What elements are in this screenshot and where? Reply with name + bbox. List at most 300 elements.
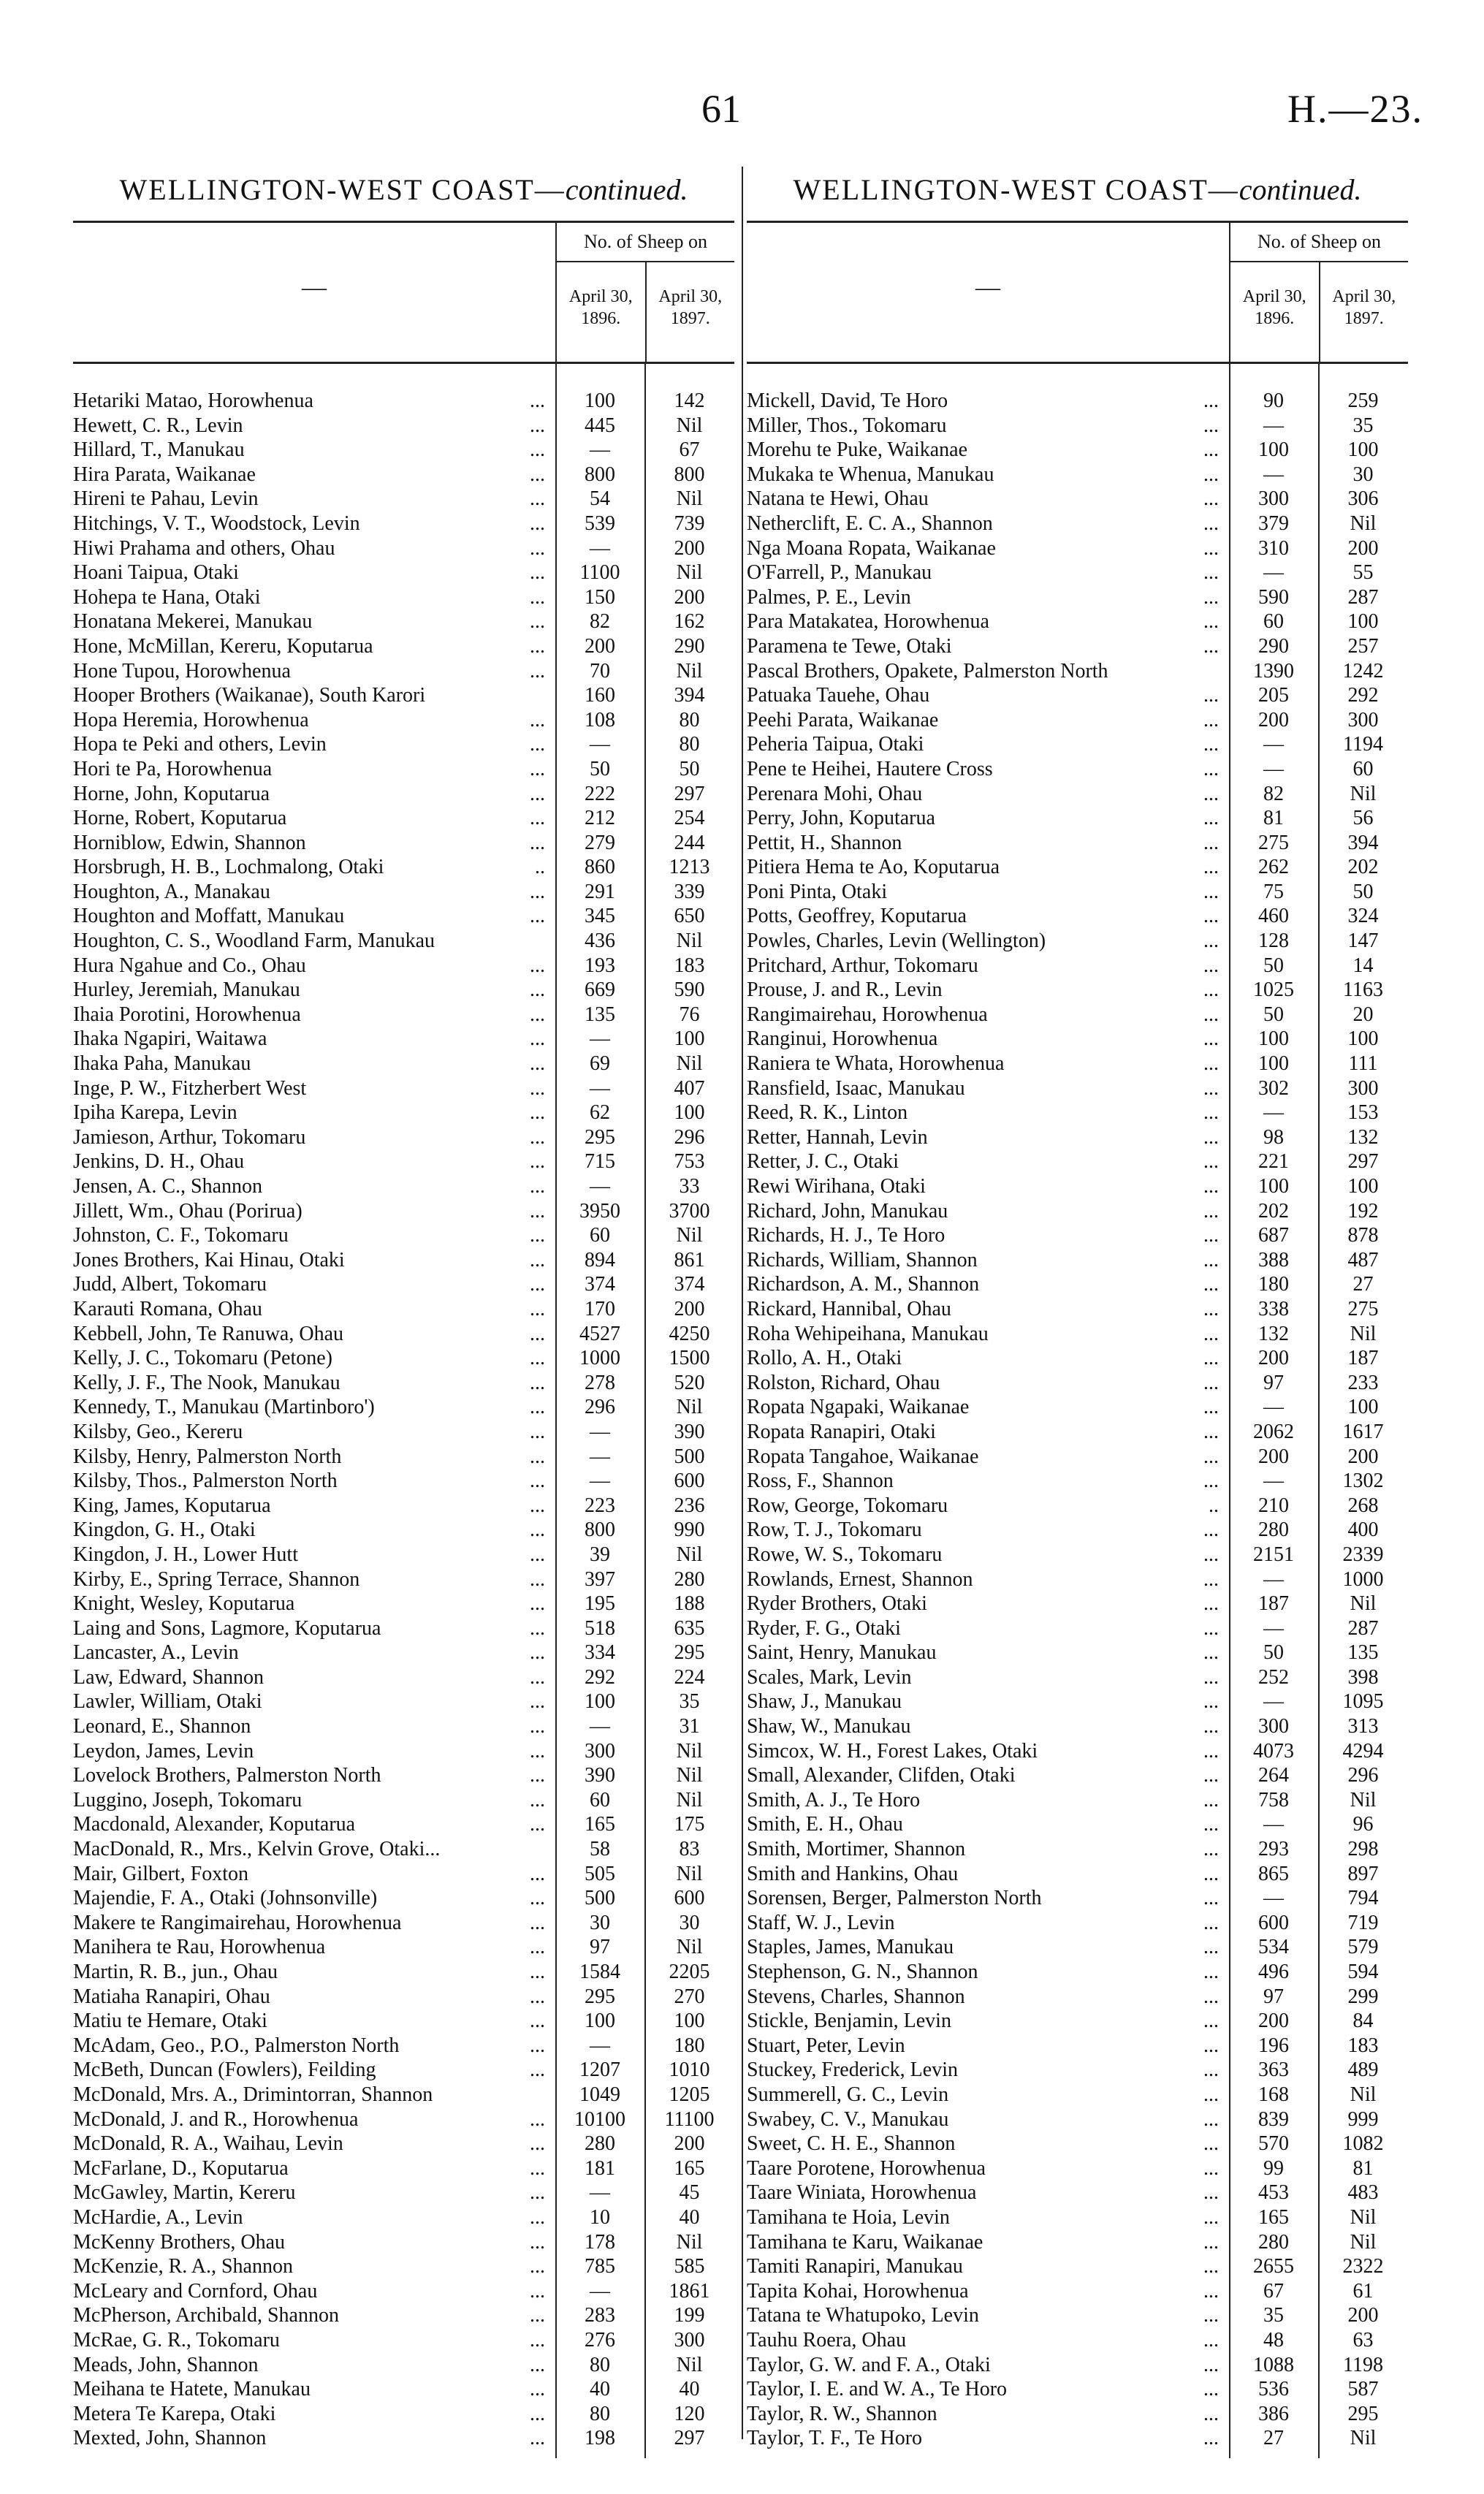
- sheep-1896: 168: [1258, 2083, 1289, 2106]
- leader-dots: ...: [1203, 2132, 1219, 2156]
- leader-dots: ...: [1203, 2230, 1219, 2254]
- leader-dots: ...: [530, 2010, 545, 2033]
- owner-name: Mexted, John, Shannon: [73, 2427, 270, 2449]
- owner-name: Stickle, Benjamin, Levin: [747, 2010, 956, 2032]
- owner-name: Karauti Romana, Ohau: [73, 1298, 267, 1320]
- table-row: [747, 1935, 1408, 1960]
- owner-name: Lovelock Brothers, Palmerston North: [73, 1764, 385, 1787]
- sheep-1897: 200: [1347, 1445, 1379, 1468]
- owner-name: McBeth, Duncan (Fowlers), Feilding: [73, 2058, 381, 2081]
- table-row: [747, 512, 1408, 536]
- sheep-1896: 295: [585, 1125, 615, 1149]
- leader-dots: ...: [1203, 1592, 1219, 1616]
- sheep-1897: 162: [674, 610, 705, 634]
- sheep-1896: 290: [1258, 634, 1289, 658]
- table-row: [73, 463, 734, 487]
- leader-dots: ...: [1203, 708, 1219, 731]
- sheep-1897: 297: [1347, 1150, 1379, 1174]
- leader-dots: ...: [530, 1150, 545, 1174]
- sheep-1897: Nil: [676, 1936, 703, 1959]
- table-row: [747, 414, 1408, 438]
- sheep-1897: 40: [679, 2378, 700, 2401]
- owner-name: MacDonald, R., Mrs., Kelvin Grove, Otaki...: [73, 1838, 444, 1860]
- leader-dots: ...: [530, 2181, 545, 2205]
- sheep-1897: Nil: [1350, 2205, 1377, 2229]
- sheep-1896: —: [590, 1715, 610, 1738]
- sheep-1897: 297: [674, 2427, 705, 2450]
- sheep-1896: 1390: [1253, 659, 1294, 683]
- sheep-1896: 496: [1258, 1961, 1289, 1983]
- owner-name: Mukaka te Whenua, Manukau: [747, 463, 999, 486]
- sheep-1897: 200: [1347, 536, 1379, 560]
- owner-name: Simcox, W. H., Forest Lakes, Otaki: [747, 1740, 1042, 1763]
- sheep-1896: 39: [590, 1543, 610, 1566]
- leader-dots: ...: [1203, 856, 1219, 879]
- sheep-1897: Nil: [676, 1788, 703, 1811]
- owner-name: McFarlane, D., Koputarua: [73, 2157, 293, 2180]
- leader-dots: ...: [530, 1396, 545, 1419]
- sheep-1896: 800: [585, 1518, 615, 1542]
- table-row: [747, 954, 1408, 978]
- sheep-1897: 483: [1347, 2181, 1379, 2205]
- right-table-header: [747, 221, 1408, 364]
- sheep-1896: 170: [585, 1297, 615, 1320]
- table-row: [73, 732, 734, 757]
- owner-name: Paramena te Tewe, Otaki: [747, 635, 956, 658]
- sheep-1897: 878: [1347, 1224, 1379, 1247]
- table-row: [73, 1616, 734, 1641]
- sheep-1897: 200: [674, 585, 705, 609]
- owner-name: Meihana te Hatete, Manukau: [73, 2378, 315, 2400]
- sheep-1896: —: [590, 733, 610, 756]
- table-row: [73, 1837, 734, 1862]
- leader-dots: ...: [1203, 1273, 1219, 1296]
- sheep-1896: 200: [1258, 2010, 1289, 2033]
- sheep-1897: 60: [1352, 757, 1374, 780]
- sheep-1897: 579: [1347, 1936, 1379, 1959]
- table-row: [73, 536, 734, 561]
- table-row: [747, 438, 1408, 463]
- owner-name: Hireni te Pahau, Levin: [73, 487, 262, 510]
- sheep-1896: 363: [1258, 2058, 1289, 2082]
- owner-name: Raniera te Whata, Horowhenua: [747, 1052, 1008, 1075]
- sheep-1897: 175: [674, 1813, 705, 1836]
- sheep-1897: 27: [1352, 1273, 1374, 1296]
- leader-dots: ...: [530, 2230, 545, 2254]
- left-table-header: [73, 221, 734, 364]
- sheep-1897: Nil: [676, 1862, 703, 1885]
- table-row: [73, 414, 734, 438]
- sheep-1896: 334: [585, 1641, 615, 1665]
- table-row: [747, 389, 1408, 414]
- owner-name: Ranginui, Horowhenua: [747, 1027, 942, 1050]
- sheep-1896: 390: [585, 1764, 615, 1787]
- owner-name: Matiaha Ranapiri, Ohau: [73, 1985, 275, 2008]
- sheep-1897: Nil: [676, 561, 703, 585]
- sheep-1896: 338: [1258, 1297, 1289, 1320]
- sheep-1896: 100: [1258, 1027, 1289, 1051]
- owner-name: Ihaka Paha, Manukau: [73, 1052, 255, 1075]
- leader-dots: ...: [530, 782, 545, 805]
- table-row: [73, 757, 734, 782]
- leader-dots: ...: [1203, 2328, 1219, 2352]
- sheep-1896: 1025: [1253, 978, 1294, 1002]
- sheep-1896: 35: [1263, 2304, 1284, 2327]
- owner-name: Tamiti Ranapiri, Manukau: [747, 2255, 967, 2278]
- leader-dots: ...: [1203, 512, 1219, 535]
- sheep-1896: —: [590, 2279, 610, 2303]
- owner-name: Ihaia Porotini, Horowhenua: [73, 1003, 305, 1026]
- table-row: [747, 536, 1408, 561]
- leader-dots: ...: [530, 2132, 545, 2156]
- sheep-1896: —: [590, 1175, 610, 1198]
- sheep-1896: 291: [585, 880, 615, 903]
- sheep-1897: 306: [1347, 487, 1379, 511]
- sheep-1897: 183: [1347, 2034, 1379, 2057]
- sheep-1896: 436: [585, 929, 615, 953]
- owner-name: Meads, John, Shannon: [73, 2354, 263, 2376]
- table-row: [73, 2107, 734, 2132]
- sheep-1897: 297: [674, 782, 705, 805]
- table-row: [73, 2303, 734, 2328]
- owner-name: Johnston, C. F., Tokomaru: [73, 1224, 293, 1247]
- sheep-1896: 295: [585, 1985, 615, 2008]
- owner-name: Honatana Mekerei, Manukau: [73, 610, 316, 633]
- sheep-1896: 198: [585, 2427, 615, 2450]
- table-row: [73, 831, 734, 856]
- sheep-1897: 298: [1347, 1838, 1379, 1861]
- sheep-1896: 518: [585, 1616, 615, 1640]
- leader-dots: ...: [530, 2034, 545, 2057]
- table-row: [747, 1714, 1408, 1739]
- leader-dots: ...: [1203, 1813, 1219, 1836]
- sheep-1896: 539: [585, 512, 615, 535]
- sheep-1896: 292: [585, 1665, 615, 1689]
- table-row: [73, 1445, 734, 1470]
- leader-dots: ...: [530, 2107, 545, 2131]
- sheep-1897: 3700: [669, 1199, 710, 1223]
- leader-dots: ...: [1203, 1739, 1219, 1763]
- leader-dots: ...: [1203, 1248, 1219, 1271]
- owner-name: Hurley, Jeremiah, Manukau: [73, 978, 305, 1001]
- sheep-1897: 100: [1347, 1027, 1379, 1051]
- owner-name: Rangimairehau, Horowhenua: [747, 1003, 992, 1026]
- sheep-1897: 1205: [669, 2083, 710, 2106]
- sheep-1897: 50: [1352, 880, 1374, 903]
- owner-name: Jones Brothers, Kai Hinau, Otaki: [73, 1249, 349, 1271]
- table-row: [747, 609, 1408, 634]
- table-row: [747, 2034, 1408, 2058]
- leader-dots: ...: [1203, 1003, 1219, 1026]
- leader-dots: ...: [1203, 2010, 1219, 2033]
- table-row: [73, 634, 734, 659]
- sheep-1897: 1082: [1342, 2132, 1384, 2156]
- leader-dots: ...: [530, 905, 545, 928]
- table-row: [73, 2034, 734, 2058]
- table-row: [747, 1641, 1408, 1665]
- sheep-1896: 293: [1258, 1838, 1289, 1861]
- leader-dots: ...: [1203, 1985, 1219, 2008]
- sheep-1896: 600: [1258, 1911, 1289, 1934]
- table-row: [73, 1149, 734, 1174]
- table-row: [747, 2132, 1408, 2156]
- leader-dots: ...: [530, 1788, 545, 1811]
- sheep-1897: 259: [1347, 389, 1379, 412]
- table-row: [73, 1395, 734, 1420]
- owner-name: Staples, James, Manukau: [747, 1936, 958, 1958]
- leader-dots: ...: [1203, 1543, 1219, 1566]
- owner-name: Smith, Mortimer, Shannon: [747, 1838, 970, 1860]
- sheep-1897: 33: [679, 1175, 700, 1198]
- table-row: [73, 1812, 734, 1837]
- table-row: [747, 1763, 1408, 1788]
- leader-dots: ...: [1203, 1396, 1219, 1419]
- sheep-1897: 200: [674, 1297, 705, 1320]
- owner-name: Ross, F., Shannon: [747, 1470, 898, 1492]
- sheep-1897: 1095: [1342, 1690, 1384, 1714]
- table-row: [747, 1420, 1408, 1445]
- owner-name: Ropata Ranapiri, Otaki: [747, 1421, 940, 1443]
- table-row: [747, 634, 1408, 659]
- leader-dots: ...: [530, 487, 545, 511]
- sheep-1896: 894: [585, 1248, 615, 1271]
- sheep-1897: 135: [1347, 1641, 1379, 1665]
- table-row: [747, 831, 1408, 856]
- sheep-1897: 254: [674, 807, 705, 830]
- sheep-1896: 54: [590, 487, 610, 511]
- table-row: [747, 1886, 1408, 1911]
- owner-name: Hewett, C. R., Levin: [73, 414, 248, 437]
- sheep-1896: 453: [1258, 2181, 1289, 2205]
- table-row: [73, 2377, 734, 2402]
- table-row: [747, 1592, 1408, 1616]
- sheep-1896: 100: [1258, 1052, 1289, 1076]
- owner-name: Jamieson, Arthur, Tokomaru: [73, 1126, 310, 1149]
- sheep-1896: 60: [590, 1224, 610, 1247]
- table-row: [73, 708, 734, 733]
- sheep-1896: 200: [1258, 1347, 1289, 1370]
- table-row: [747, 757, 1408, 782]
- sheep-1897: 296: [674, 1125, 705, 1149]
- leader-dots: ...: [1203, 831, 1219, 854]
- sheep-1896: —: [590, 1027, 610, 1051]
- leader-dots: ...: [1203, 1715, 1219, 1738]
- col-1896-header: April 30, 1896.: [1242, 287, 1306, 328]
- sheep-1896: 785: [585, 2255, 615, 2278]
- sheep-1897: 400: [1347, 1518, 1379, 1542]
- right-table-body: [747, 389, 1408, 2451]
- owner-name: Tauhu Roera, Ohau: [747, 2329, 910, 2352]
- sheep-1897: 313: [1347, 1715, 1379, 1738]
- owner-name: Houghton, C. S., Woodland Farm, Manukau: [73, 929, 439, 952]
- column-separator: [742, 167, 743, 2439]
- sheep-1896: 205: [1258, 684, 1289, 707]
- leader-dots: ...: [1203, 1445, 1219, 1468]
- sheep-1897: 600: [674, 1887, 705, 1910]
- table-row: [73, 683, 734, 708]
- leader-dots: ...: [530, 1739, 545, 1763]
- sheep-1896: 108: [585, 708, 615, 731]
- sheep-1896: 310: [1258, 536, 1289, 560]
- sheep-1897: Nil: [676, 2353, 703, 2376]
- table-row: [747, 732, 1408, 757]
- sheep-1897: 56: [1352, 807, 1374, 830]
- leader-dots: ...: [530, 1494, 545, 1517]
- owner-name: Ihaka Ngapiri, Waitawa: [73, 1027, 271, 1050]
- sheep-1897: 199: [674, 2304, 705, 2327]
- leader-dots: ...: [1203, 1371, 1219, 1394]
- leader-dots: ...: [530, 757, 545, 780]
- leader-dots: ...: [530, 1297, 545, 1320]
- left-section-title: WELLINGTON-WEST COAST—continued.: [119, 173, 688, 206]
- owner-name: Knight, Wesley, Koputarua: [73, 1592, 299, 1615]
- sheep-1897: 202: [1347, 856, 1379, 879]
- owner-name: Kilsby, Geo., Kereru: [73, 1421, 247, 1443]
- leader-dots: ...: [1203, 1420, 1219, 1443]
- leader-dots: ...: [530, 1224, 545, 1247]
- leader-dots: ...: [1203, 684, 1219, 707]
- sheep-1897: 398: [1347, 1665, 1379, 1689]
- owner-name: Rollo, A. H., Otaki: [747, 1347, 906, 1369]
- leader-dots: ...: [1203, 733, 1219, 756]
- sheep-1897: 100: [674, 1101, 705, 1125]
- leader-dots: ...: [530, 1862, 545, 1885]
- table-row: [73, 1714, 734, 1739]
- table-row: [73, 1297, 734, 1322]
- table-row: [747, 1297, 1408, 1322]
- sheep-1897: 295: [674, 1641, 705, 1665]
- owner-name: Hira Parata, Waikanae: [73, 463, 260, 486]
- leader-dots: ...: [530, 1813, 545, 1836]
- sheep-1896: 100: [585, 2010, 615, 2033]
- leader-dots: ...: [530, 1003, 545, 1026]
- owner-name: Inge, P. W., Fitzherbert West: [73, 1077, 311, 1100]
- table-row: [73, 389, 734, 414]
- sheep-1897: 489: [1347, 2058, 1379, 2082]
- leader-dots: ...: [1203, 1470, 1219, 1493]
- sheep-1896: 58: [590, 1838, 610, 1861]
- sheep-1896: 252: [1258, 1665, 1289, 1689]
- leader-dots: ..: [1209, 1494, 1219, 1517]
- leader-dots: ...: [1203, 2156, 1219, 2180]
- sheep-1896: —: [590, 2034, 610, 2057]
- owner-name: Kingdon, G. H., Otaki: [73, 1518, 260, 1541]
- table-row: [73, 1567, 734, 1592]
- leader-dots: ...: [1203, 905, 1219, 928]
- owner-name: Smith, A. J., Te Horo: [747, 1789, 924, 1811]
- owner-name: McAdam, Geo., P.O., Palmerston North: [73, 2034, 403, 2057]
- table-row: [747, 1469, 1408, 1494]
- leader-dots: ...: [1203, 2427, 1219, 2450]
- leader-dots: ...: [530, 2427, 545, 2450]
- sheep-1896: —: [1263, 1101, 1284, 1125]
- leader-dots: ...: [1203, 807, 1219, 830]
- sheep-1897: Nil: [1350, 1322, 1377, 1345]
- sheep-1896: —: [590, 536, 610, 560]
- table-row: [747, 2205, 1408, 2230]
- sheep-1897: 192: [1347, 1199, 1379, 1223]
- table-row: [73, 2402, 734, 2427]
- sheep-1897: 1242: [1342, 659, 1384, 683]
- table-row: [73, 2205, 734, 2230]
- owner-name: Jillett, Wm., Ohau (Porirua): [73, 1200, 307, 1223]
- sheep-1897: 594: [1347, 1961, 1379, 1983]
- sheep-1896: 160: [585, 684, 615, 707]
- table-row: [747, 1812, 1408, 1837]
- leader-dots: ...: [530, 1273, 545, 1296]
- leader-dots: ...: [1203, 1076, 1219, 1100]
- sheep-1896: —: [590, 438, 610, 462]
- sheep-1897: 20: [1352, 1003, 1374, 1026]
- sheep-1897: 275: [1347, 1297, 1379, 1320]
- leader-dots: ...: [1203, 2107, 1219, 2131]
- leader-dots: ...: [1203, 414, 1219, 437]
- sheep-1897: 2205: [669, 1961, 710, 1983]
- sheep-count-label: No. of Sheep on: [557, 223, 734, 262]
- sheep-1896: —: [590, 1420, 610, 1443]
- col-1897-header: April 30, 1897.: [645, 262, 735, 362]
- sheep-1897: 31: [679, 1715, 700, 1738]
- leader-dots: ...: [1203, 1936, 1219, 1959]
- table-row: [73, 1985, 734, 2010]
- table-row: [73, 1199, 734, 1224]
- table-row: [747, 1518, 1408, 1543]
- sheep-1897: 1198: [1343, 2353, 1383, 2376]
- leader-dots: ...: [530, 463, 545, 486]
- leader-dots: ...: [1203, 1027, 1219, 1051]
- sheep-1897: 153: [1347, 1101, 1379, 1125]
- leader-dots: ...: [530, 1420, 545, 1443]
- leader-dots: ...: [1203, 1641, 1219, 1665]
- table-row: [747, 2402, 1408, 2427]
- sheep-1896: 67: [1263, 2279, 1284, 2303]
- table-row: [73, 1346, 734, 1371]
- sheep-1896: 48: [1263, 2328, 1284, 2352]
- sheep-1897: 233: [1347, 1371, 1379, 1394]
- sheep-1897: 200: [674, 536, 705, 560]
- owner-name: Metera Te Karepa, Otaki: [73, 2403, 280, 2425]
- sheep-1897: 120: [674, 2402, 705, 2425]
- sheep-1897: 180: [674, 2034, 705, 2057]
- leader-dots: ...: [1203, 1887, 1219, 1910]
- owner-name: Ropata Ngapaki, Waikanae: [747, 1396, 973, 1418]
- owner-name: Rowe, W. S., Tokomaru: [747, 1543, 946, 1566]
- owner-name: Law, Edward, Shannon: [73, 1666, 268, 1689]
- sheep-1896: 10: [590, 2205, 610, 2229]
- owner-name: Hone Tupou, Horowhenua: [73, 660, 295, 683]
- leader-dots: ...: [530, 1248, 545, 1271]
- owner-name: Taylor, G. W. and F. A., Otaki: [747, 2354, 995, 2376]
- sheep-1897: 183: [674, 954, 705, 977]
- owner-name: Rowlands, Ernest, Shannon: [747, 1568, 978, 1591]
- sheep-1896: 165: [585, 1813, 615, 1836]
- leader-dots: ...: [530, 880, 545, 903]
- sheep-1897: 587: [1347, 2378, 1379, 2401]
- sheep-1896: 97: [1263, 1985, 1284, 2008]
- sheep-count-header: [1229, 223, 1408, 362]
- owner-name: Hillard, T., Manukau: [73, 438, 249, 461]
- leader-dots: ...: [1203, 2058, 1219, 2082]
- owner-name: Stevens, Charles, Shannon: [747, 1985, 970, 2008]
- leader-dots: ...: [1203, 536, 1219, 560]
- sheep-1897: 1194: [1343, 733, 1383, 756]
- sheep-1896: —: [1263, 561, 1284, 585]
- owner-name: McGawley, Martin, Kereru: [73, 2181, 300, 2204]
- sheep-1896: —: [1263, 1396, 1284, 1419]
- sheep-1896: 195: [585, 1592, 615, 1616]
- col-1896-header: April 30, 1896.: [568, 287, 633, 328]
- table-row: [747, 560, 1408, 585]
